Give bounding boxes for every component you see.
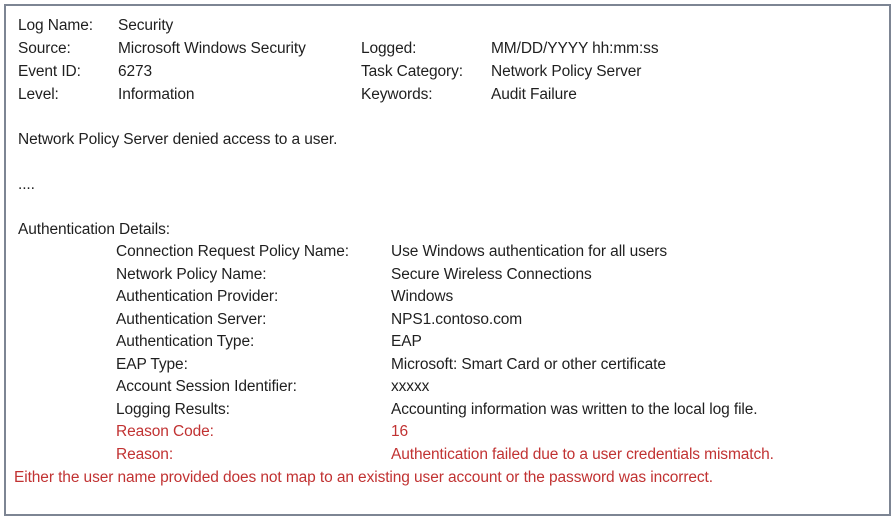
detail-value: xxxxx [391, 378, 430, 395]
detail-label: Authentication Type: [116, 333, 255, 350]
detail-label: Account Session Identifier: [116, 378, 297, 395]
log-name-value: Security [118, 17, 174, 34]
detail-value: Secure Wireless Connections [391, 265, 592, 283]
level-value: Information [118, 86, 195, 103]
task-category-value: Network Policy Server [491, 63, 642, 80]
detail-value: Windows [391, 288, 454, 305]
detail-row-reason-code [18, 421, 881, 444]
header-empty-label [361, 14, 491, 37]
event-id-value: 6273 [118, 63, 153, 80]
task-category-label: Task Category: [361, 63, 463, 80]
logged-value: MM/DD/YYYY hh:mm:ss [491, 40, 659, 57]
header-row [18, 60, 881, 83]
detail-label: Logging Results: [116, 400, 230, 418]
detail-row-logging-results [18, 399, 881, 422]
logged-label: Logged: [361, 40, 417, 57]
detail-value: EAP [391, 333, 422, 350]
detail-value: 16 [391, 423, 409, 440]
level-label: Level: [18, 86, 59, 103]
detail-label: Authentication Server: [116, 310, 267, 328]
header-row [18, 83, 881, 106]
detail-value: Use Windows authentication for all users [391, 243, 667, 260]
detail-label: Network Policy Name: [116, 265, 267, 283]
detail-row-account-session-identifier [18, 376, 881, 399]
event-id-label: Event ID: [18, 63, 81, 80]
detail-value: NPS1.contoso.com [391, 310, 523, 328]
detail-value: Accounting information was written to the local log file. [391, 400, 758, 418]
detail-row-eap-type [18, 354, 881, 377]
detail-value: Authentication failed due to a user credentials mismatch. [391, 445, 774, 463]
event-description: Network Policy Server denied access to a user. [18, 131, 338, 148]
detail-label: Reason: [116, 445, 174, 463]
source-label: Source: [18, 40, 71, 57]
detail-row-network-policy-name [18, 264, 881, 287]
authentication-details-heading: Authentication Details: [18, 221, 170, 238]
error-explanation-text: Either the user name provided does not map to an existing user account or the password was incorrect. [14, 469, 713, 486]
detail-row-reason [18, 444, 881, 467]
detail-label: EAP Type: [116, 355, 188, 373]
authentication-details-list [18, 241, 881, 466]
log-name-label: Log Name: [18, 17, 93, 34]
detail-label: Reason Code: [116, 423, 214, 440]
ellipsis-line: .... [18, 176, 35, 193]
detail-value: Microsoft: Smart Card or other certificate [391, 355, 666, 373]
detail-label: Authentication Provider: [116, 288, 279, 305]
keywords-label: Keywords: [361, 86, 433, 103]
detail-row-connection-request-policy [18, 241, 881, 264]
keywords-value: Audit Failure [491, 86, 577, 103]
source-value: Microsoft Windows Security [118, 40, 306, 57]
header-empty-value [491, 14, 881, 37]
detail-row-authentication-provider [18, 286, 881, 309]
detail-label: Connection Request Policy Name: [116, 243, 349, 260]
header-row [18, 14, 881, 37]
event-log-textbox [4, 4, 891, 516]
header-row [18, 37, 881, 60]
event-log-content [6, 6, 889, 489]
event-header [18, 14, 881, 106]
detail-row-authentication-type [18, 331, 881, 354]
detail-row-authentication-server [18, 309, 881, 332]
